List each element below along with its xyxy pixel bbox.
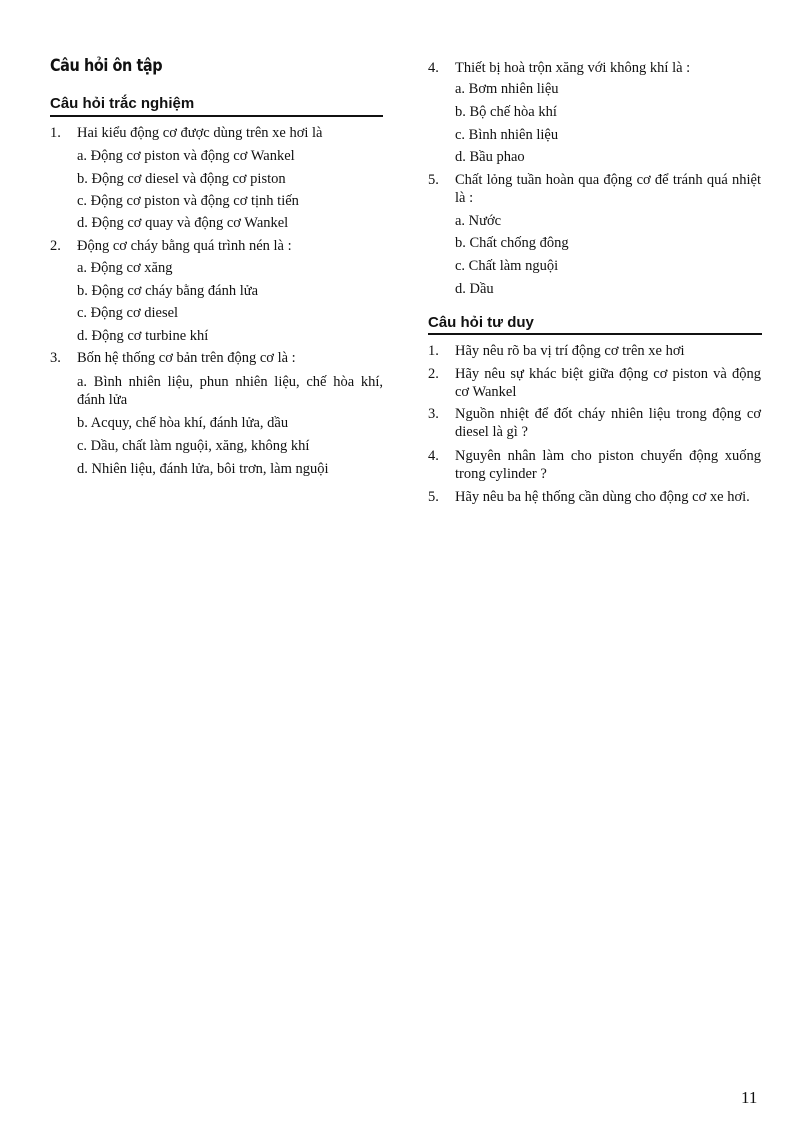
question-number: 4.	[428, 60, 439, 76]
option: b. Động cơ cháy bằng đánh lửa	[77, 283, 259, 299]
question-number: 3.	[428, 406, 439, 422]
question-number: 5.	[428, 172, 439, 188]
question-text: Hai kiểu động cơ được dùng trên xe hơi là	[77, 125, 323, 141]
option: a. Bơm nhiên liệu	[455, 81, 559, 97]
option: a. Động cơ piston và động cơ Wankel	[77, 148, 295, 164]
question-number: 2.	[50, 238, 61, 254]
question-text: Thiết bị hoà trộn xăng với không khí là :	[455, 60, 691, 76]
heading-rule	[428, 333, 762, 335]
question-number: 1.	[50, 125, 61, 141]
option: b. Chất chống đông	[455, 235, 569, 251]
option: a. Bình nhiên liệu, phun nhiên liệu, chế hòa khí, đánh lửa	[77, 374, 383, 408]
option: c. Động cơ diesel	[77, 305, 179, 321]
question-text: Động cơ cháy bằng quá trình nén là :	[77, 238, 292, 254]
question-text: Hãy nêu sự khác biệt giữa động cơ piston và động cơ Wankel	[455, 366, 761, 400]
section-title: Câu hỏi ôn tập	[50, 56, 163, 76]
question-number: 4.	[428, 448, 439, 464]
option: b. Động cơ diesel và động cơ piston	[77, 171, 286, 187]
option: a. Nước	[455, 213, 502, 229]
multiple-choice-heading: Câu hỏi trắc nghiệm	[50, 95, 195, 112]
option: d. Bầu phao	[455, 149, 525, 165]
option: a. Động cơ xăng	[77, 260, 173, 276]
option: d. Nhiên liệu, đánh lửa, bôi trơn, làm nguội	[77, 461, 329, 477]
question-text: Hãy nêu ba hệ thống cần dùng cho động cơ xe hơi.	[455, 489, 750, 505]
option: c. Chất làm nguội	[455, 258, 559, 274]
option: b. Acquy, chế hòa khí, đánh lửa, dầu	[77, 415, 289, 431]
heading-rule	[50, 115, 383, 117]
option: d. Động cơ quay và động cơ Wankel	[77, 215, 289, 231]
option: d. Dầu	[455, 281, 494, 297]
question-text: Hãy nêu rõ ba vị trí động cơ trên xe hơi	[455, 343, 685, 359]
question-number: 2.	[428, 366, 439, 382]
question-text: Nguyên nhân làm cho piston chuyển động xuống trong cylinder ?	[455, 448, 761, 482]
option: c. Bình nhiên liệu	[455, 127, 559, 143]
question-number: 1.	[428, 343, 439, 359]
question-text: Nguồn nhiệt để đốt cháy nhiên liệu trong động cơ diesel là gì ?	[455, 406, 761, 440]
question-number: 3.	[50, 350, 61, 366]
question-text: Bốn hệ thống cơ bản trên động cơ là :	[77, 350, 296, 366]
option: b. Bộ chế hòa khí	[455, 104, 557, 120]
option: c. Động cơ piston và động cơ tịnh tiến	[77, 193, 299, 209]
option: d. Động cơ turbine khí	[77, 328, 209, 344]
thinking-heading: Câu hỏi tư duy	[428, 314, 534, 331]
question-number: 5.	[428, 489, 439, 505]
option: c. Dầu, chất làm nguội, xăng, không khí	[77, 438, 310, 454]
question-text: Chất lỏng tuần hoàn qua động cơ để tránh quá nhiệt là :	[455, 172, 761, 206]
page-number: 11	[741, 1088, 758, 1107]
